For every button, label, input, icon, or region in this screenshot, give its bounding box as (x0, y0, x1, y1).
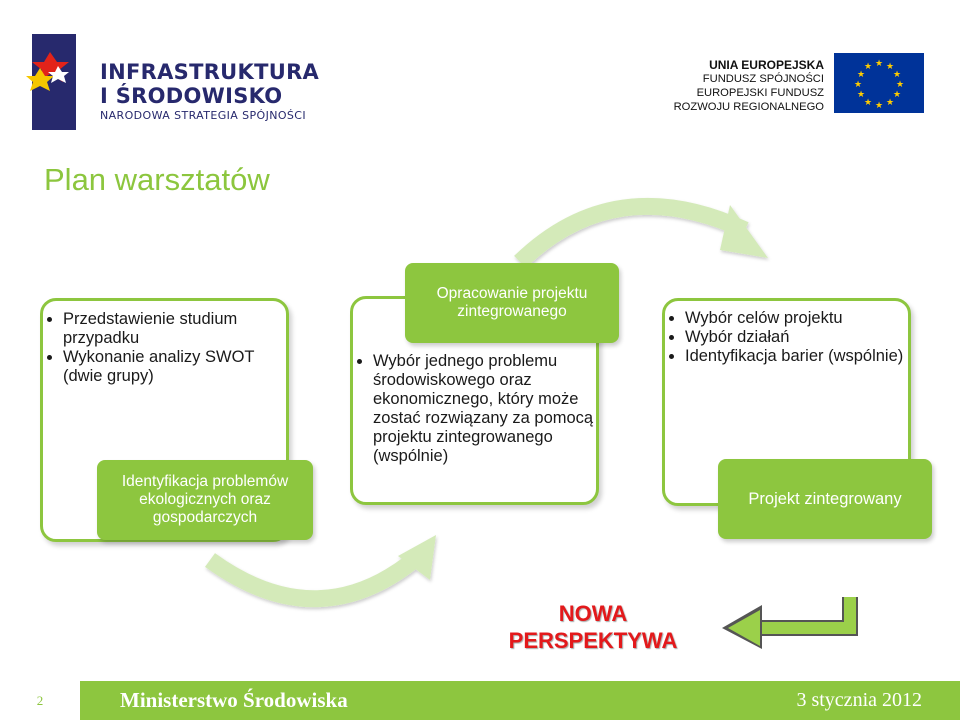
svg-text:★: ★ (895, 80, 905, 90)
step2-bullets (353, 352, 596, 466)
svg-text:★: ★ (856, 70, 866, 80)
eu-line-2: FUNDUSZ SPÓJNOŚCI (702, 73, 824, 85)
step3-bullet-1: • Wybór celów projektu (685, 309, 908, 328)
arrow-top-head (720, 205, 768, 258)
svg-text:★: ★ (856, 90, 866, 100)
svg-text:★: ★ (892, 90, 902, 100)
infrastruktura-logo-icon (22, 34, 82, 130)
svg-text:★: ★ (874, 101, 884, 111)
arrow-top-curve (520, 206, 745, 262)
step3-bullet-3: • Identyfikacja barier (wspólnie) (685, 347, 908, 366)
step1-label: Identyfikacja problemów ekologicznych oraz gospodarczych (97, 460, 313, 540)
logo-subtitle: NARODOWA STRATEGIA SPÓJNOŚCI (100, 109, 307, 122)
step1-bullet-2: • Wykonanie analizy SWOT (dwie grupy) (63, 348, 286, 386)
new-perspective-line1: NOWA (558, 601, 628, 626)
step2-label: Opracowanie projektu zintegrowanego (405, 263, 619, 343)
eu-line-1: UNIA EUROPEJSKA (709, 58, 824, 72)
arrow-bottom-curve (210, 555, 420, 599)
step1-bullets (43, 310, 286, 386)
svg-text:★: ★ (874, 59, 884, 69)
new-perspective-label (496, 600, 690, 654)
svg-text:★: ★ (863, 98, 873, 108)
footer-date: 3 stycznia 2012 (796, 689, 922, 711)
step3-label: Projekt zintegrowany (718, 459, 932, 539)
eu-line-4: ROZWOJU REGIONALNEGO (673, 101, 824, 113)
step3-bullets (665, 309, 908, 366)
eu-line-3: EUROPEJSKI FUNDUSZ (696, 87, 824, 99)
svg-text:★: ★ (885, 62, 895, 72)
eu-flag-icon (834, 53, 924, 113)
logo-title-line1: INFRASTRUKTURA (100, 60, 320, 84)
step3-bullet-2: • Wybór działań (685, 328, 908, 347)
footer-ministry: Ministerstwo Środowiska (120, 688, 348, 712)
step1-bullet-1: • Przedstawienie studium przypadku (63, 310, 286, 348)
slide-number: 2 (36, 693, 44, 708)
svg-text:★: ★ (885, 98, 895, 108)
step2-bullet-1: • Wybór jednego problemu środowiskowego oraz ekonomicznego, który może zostać rozwiązany za pomocą projektu zintegrowanego (wspólnie) (373, 352, 596, 466)
new-perspective-line2: PERSPEKTYWA (508, 628, 678, 653)
svg-text:★: ★ (853, 80, 863, 90)
return-arrow-icon (718, 588, 863, 650)
page-title: Plan warsztatów (44, 162, 270, 197)
eu-funding-text (674, 58, 824, 114)
logo-title-line2: I ŚRODOWISKO (100, 84, 283, 108)
svg-text:★: ★ (892, 70, 902, 80)
arrow-bottom-head (398, 535, 436, 580)
footer-bar (0, 681, 960, 720)
svg-text:★: ★ (863, 62, 873, 72)
logo-title (100, 60, 319, 108)
